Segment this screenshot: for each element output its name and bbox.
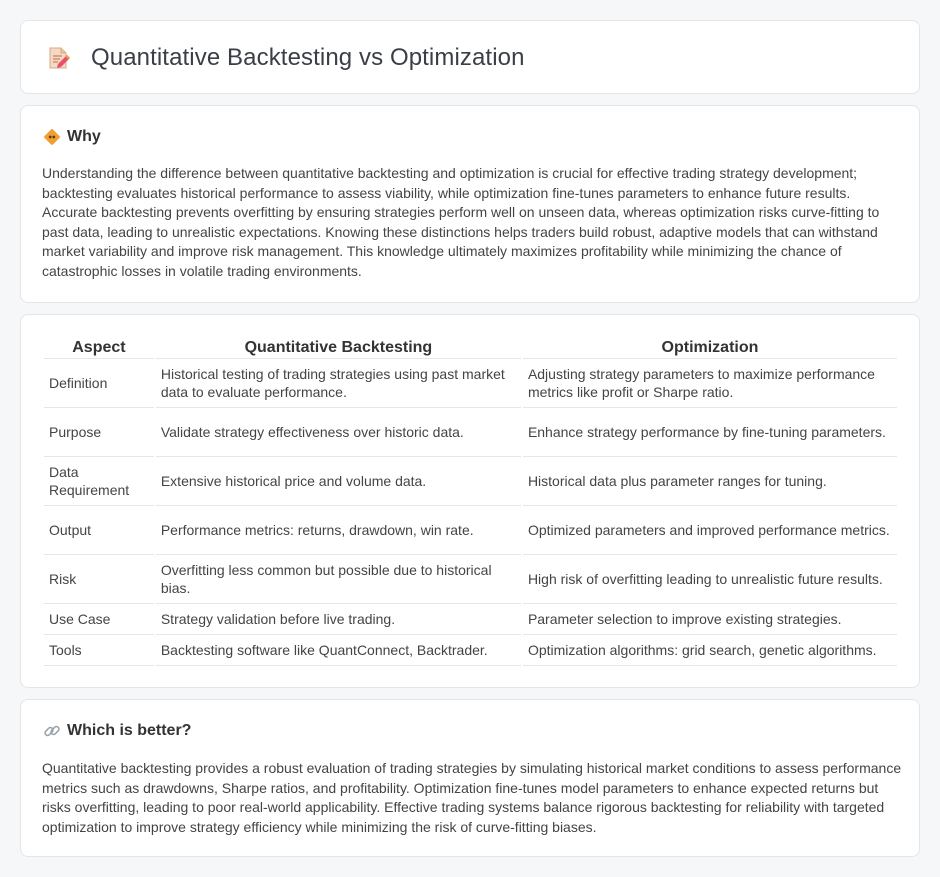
backtesting-cell: Validate strategy effectiveness over historic data. <box>156 408 521 457</box>
backtesting-cell: Backtesting software like QuantConnect, Backtrader. <box>156 635 521 666</box>
link-icon <box>43 722 61 740</box>
table-row <box>44 506 897 555</box>
comparison-card <box>20 314 920 688</box>
better-heading: Which is better? <box>67 722 192 739</box>
aspect-cell: Risk <box>44 555 154 604</box>
table-row <box>44 635 897 666</box>
optimization-cell: Optimized parameters and improved performance metrics. <box>523 506 897 555</box>
diamond-sign-icon <box>43 128 61 146</box>
backtesting-cell: Extensive historical price and volume data. <box>156 457 521 506</box>
aspect-cell: Definition <box>44 359 154 408</box>
backtesting-cell: Performance metrics: returns, drawdown, win rate. <box>156 506 521 555</box>
table-row <box>44 604 897 635</box>
backtesting-cell: Historical testing of trading strategies using past market data to evaluate performance. <box>156 359 521 408</box>
column-header-aspect: Aspect <box>44 335 154 359</box>
title-card <box>20 20 920 94</box>
optimization-cell: Historical data plus parameter ranges for tuning. <box>523 457 897 506</box>
column-header-backtesting: Quantitative Backtesting <box>156 335 521 359</box>
table-row <box>44 359 897 408</box>
why-heading-row <box>43 128 101 146</box>
page-title: Quantitative Backtesting vs Optimization <box>91 44 525 71</box>
backtesting-cell: Strategy validation before live trading. <box>156 604 521 635</box>
aspect-cell: Use Case <box>44 604 154 635</box>
table-row <box>44 555 897 604</box>
better-card <box>20 699 920 857</box>
better-paragraph: Quantitative backtesting provides a robust evaluation of trading strategies by simulating historical market conditions to assess performance metrics such as drawdowns, Sharpe ratios, and profitability. Optimization fine-tunes model parameters to enhance expected returns but risks overfitting, leading to poor real-world applicability. Effective trading systems balance rigorous backtesting for reliability with targeted optimization to improve strategy efficiency while minimizing the risk of curve-fitting biases. <box>42 760 902 835</box>
title-row <box>47 44 525 72</box>
aspect-cell: Output <box>44 506 154 555</box>
why-card <box>20 105 920 303</box>
column-header-optimization: Optimization <box>523 335 897 359</box>
optimization-cell: Optimization algorithms: grid search, genetic algorithms. <box>523 635 897 666</box>
backtesting-cell: Overfitting less common but possible due to historical bias. <box>156 555 521 604</box>
aspect-cell: Tools <box>44 635 154 666</box>
why-paragraph: Understanding the difference between quantitative backtesting and optimization is crucial for effective trading strategy development; backtesting evaluates historical performance to assess viability, while optimization fine-tunes parameters to enhance future results. Accurate backtesting prevents overfitting by ensuring strategies perform well on unseen data, whereas optimization risks curve-fitting to past data, leading to unrealistic expectations. Knowing these distinctions helps traders build robust, adaptive models that can withstand market variability and improve risk management. This knowledge ultimately maximizes profitability while minimizing the chance of catastrophic losses in volatile trading environments. <box>42 165 880 279</box>
aspect-cell: Data Requirement <box>44 457 154 506</box>
better-heading-row <box>43 722 191 740</box>
optimization-cell: Enhance strategy performance by fine-tuning parameters. <box>523 408 897 457</box>
optimization-cell: High risk of overfitting leading to unrealistic future results. <box>523 555 897 604</box>
table-row <box>44 457 897 506</box>
document-pencil-icon <box>47 45 71 71</box>
table-header-row <box>44 335 897 359</box>
comparison-table <box>42 335 899 666</box>
why-heading: Why <box>67 128 101 145</box>
aspect-cell: Purpose <box>44 408 154 457</box>
optimization-cell: Adjusting strategy parameters to maximize performance metrics like profit or Sharpe ratio. <box>523 359 897 408</box>
table-row <box>44 408 897 457</box>
optimization-cell: Parameter selection to improve existing strategies. <box>523 604 897 635</box>
